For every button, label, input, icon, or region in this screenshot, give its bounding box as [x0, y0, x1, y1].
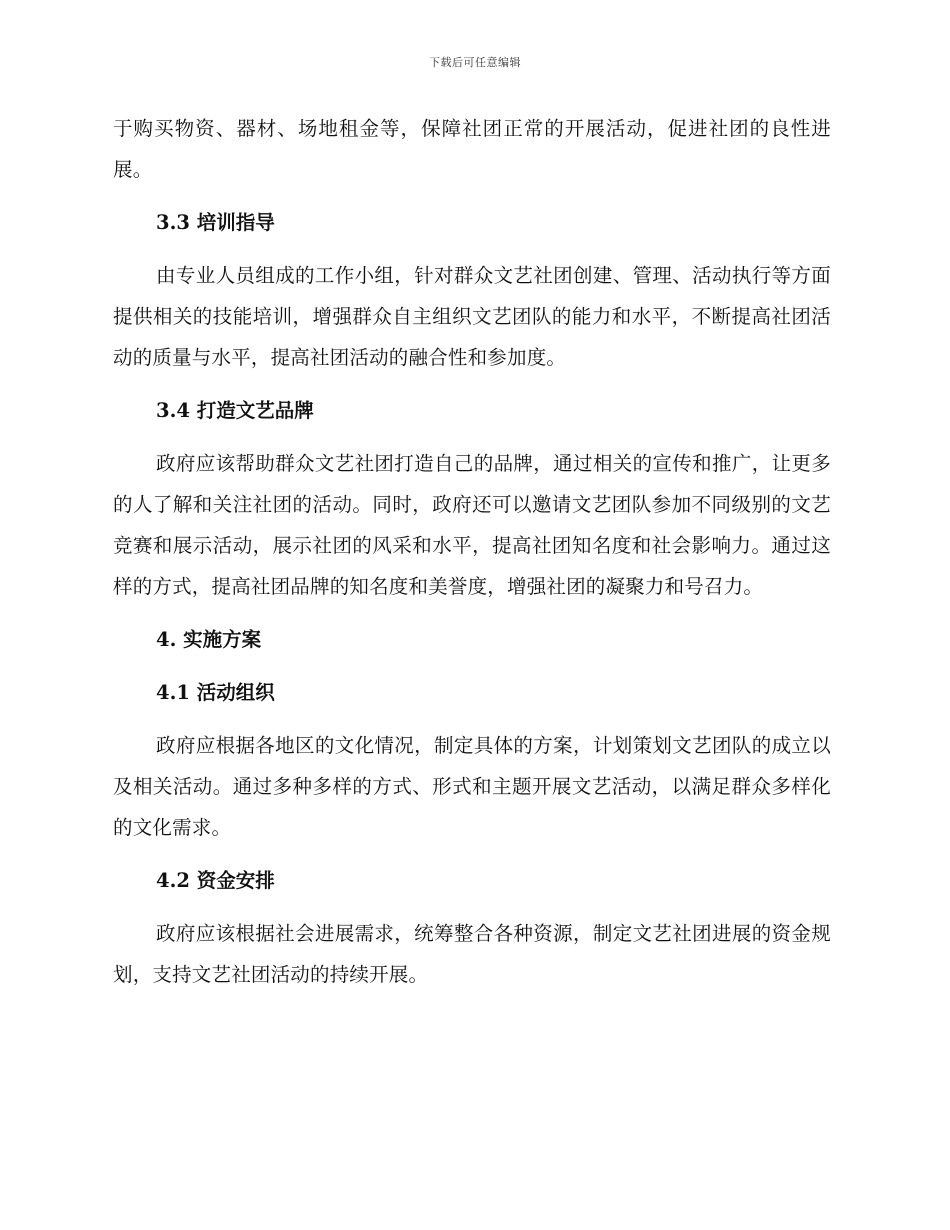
- section-heading-3-4: 3.4 打造文艺品牌: [156, 399, 314, 422]
- section-heading-3-3: 3.3 培训指导: [156, 211, 275, 234]
- page-header: 下载后可任意编辑: [429, 56, 521, 69]
- paragraph-training: 由专业人员组成的工作小组，针对群众文艺社团创建、管理、活动执行等方面提供相关的技能培训，增强群众自主组织文艺团队的能力和水平，不断提高社团活动的质量与水平，提高社团活动的融合性和参加度。: [113, 264, 831, 369]
- paragraph-continuation: 于购买物资、器材、场地租金等，保障社团正常的开展活动，促进社团的良性进展。: [113, 117, 831, 181]
- paragraph-activity: 政府应根据各地区的文化情况，制定具体的方案，计划策划文艺团队的成立以及相关活动。通过多种多样的方式、形式和主题开展文艺活动，以满足群众多样化的文化需求。: [113, 734, 831, 839]
- paragraph-funding: 政府应该根据社会进展需求，统筹整合各种资源，制定文艺社团进展的资金规划，支持文艺社团活动的持续开展。: [113, 922, 831, 986]
- paragraph-brand: 政府应该帮助群众文艺社团打造自己的品牌，通过相关的宣传和推广，让更多的人了解和关注社团的活动。同时，政府还可以邀请文艺团队参加不同级别的文艺竞赛和展示活动，展示社团的风采和水平，提高社团知名度和社会影响力。通过这样的方式，提高社团品牌的知名度和美誉度，增强社团的凝聚力和号召力。: [113, 452, 831, 598]
- document-body: [113, 108, 831, 1007]
- section-heading-4-1: 4.1 活动组织: [156, 681, 275, 704]
- section-heading-4: 4. 实施方案: [156, 628, 262, 651]
- section-heading-4-2: 4.2 资金安排: [156, 869, 275, 892]
